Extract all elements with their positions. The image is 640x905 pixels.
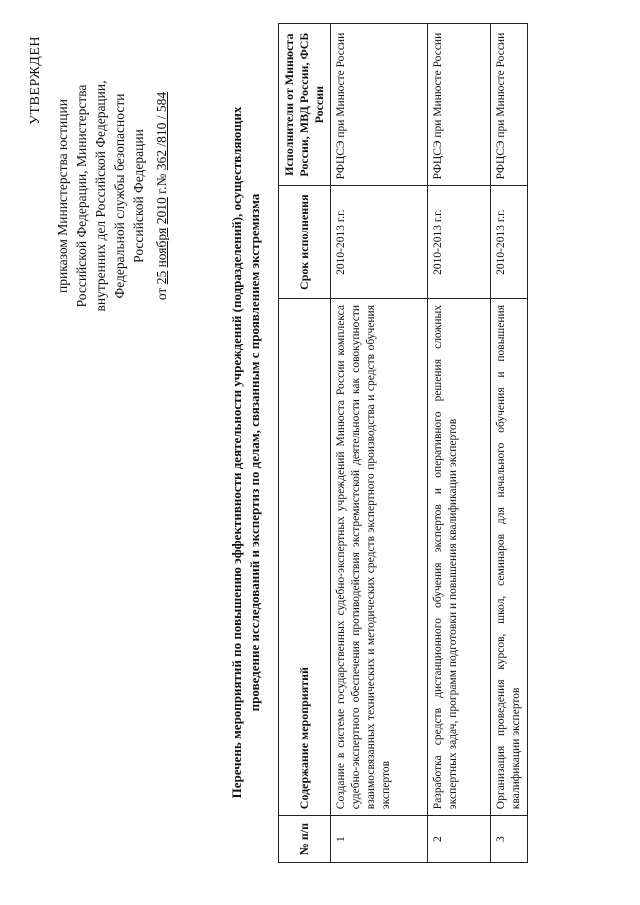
approval-date-line [152,36,171,356]
approval-block [26,36,171,356]
date-day: 25 [154,270,169,285]
row-term: 2010-2013 г.г. [428,186,491,299]
order-number: 362 /810 / 584 [154,91,169,171]
header-num: № п/п [279,816,331,863]
table-row [491,24,528,863]
table-row [428,24,491,863]
approval-line: Российской Федерации [131,129,146,263]
number-prefix: г.№ [154,173,169,194]
approval-line: внутренних дел Российской Федерации, [93,80,108,312]
approval-line: Федеральной службы безопасности [112,93,127,299]
row-num: 1 [331,816,428,863]
date-year: 2010 [154,197,169,225]
row-num: 3 [491,816,528,863]
date-prefix: от [154,287,169,301]
approval-line: приказом Министерства юстиции [55,99,70,293]
title-line-2: проведение исследований и экспертиз по делам, связанным с проявлением экстремизма [247,193,262,712]
header-term: Срок исполнения [279,186,331,299]
row-content: Создание в системе государственных судебно-экспертных учреждений Минюста России комплекса судебно-экспертного обеспечения противодействия экстремистской деятельности как совокупности взаимосвязанных технических и методических средств экспертного производства и средств обучения экспертов [331,299,428,816]
row-num: 2 [428,816,491,863]
row-content: Разработка средств дистанционного обучения экспертов и оперативного решения сложных экспертных задач, программ подготовки и повышения квалификации экспертов [428,299,491,816]
table-header-row [279,24,331,863]
approval-line: Российской Федерации, Министерства [74,84,89,308]
row-content: Организация проведения курсов, школ, семинаров для начального обучения и повышения квалификации экспертов [491,299,528,816]
row-executor: РФЦСЭ при Минюсте России [491,24,528,186]
header-content: Содержание мероприятий [279,299,331,816]
table-row [331,24,428,863]
row-term: 2010-2013 г.г. [331,186,428,299]
header-executor: Исполнители от Минюста России, МВД России, ФСБ России [279,24,331,186]
document-title [228,40,264,865]
title-line-1: Перечень мероприятий по повышению эффективности деятельности учреждений (подразделений), осуществляющих [229,106,244,799]
row-executor: РФЦСЭ при Минюсте России [331,24,428,186]
row-term: 2010-2013 г.г. [491,186,528,299]
row-executor: РФЦСЭ при Минюсте России [428,24,491,186]
date-month: ноября [154,227,169,268]
approval-heading: УТВЕРЖДЕН [28,36,43,125]
measures-table [278,23,528,863]
